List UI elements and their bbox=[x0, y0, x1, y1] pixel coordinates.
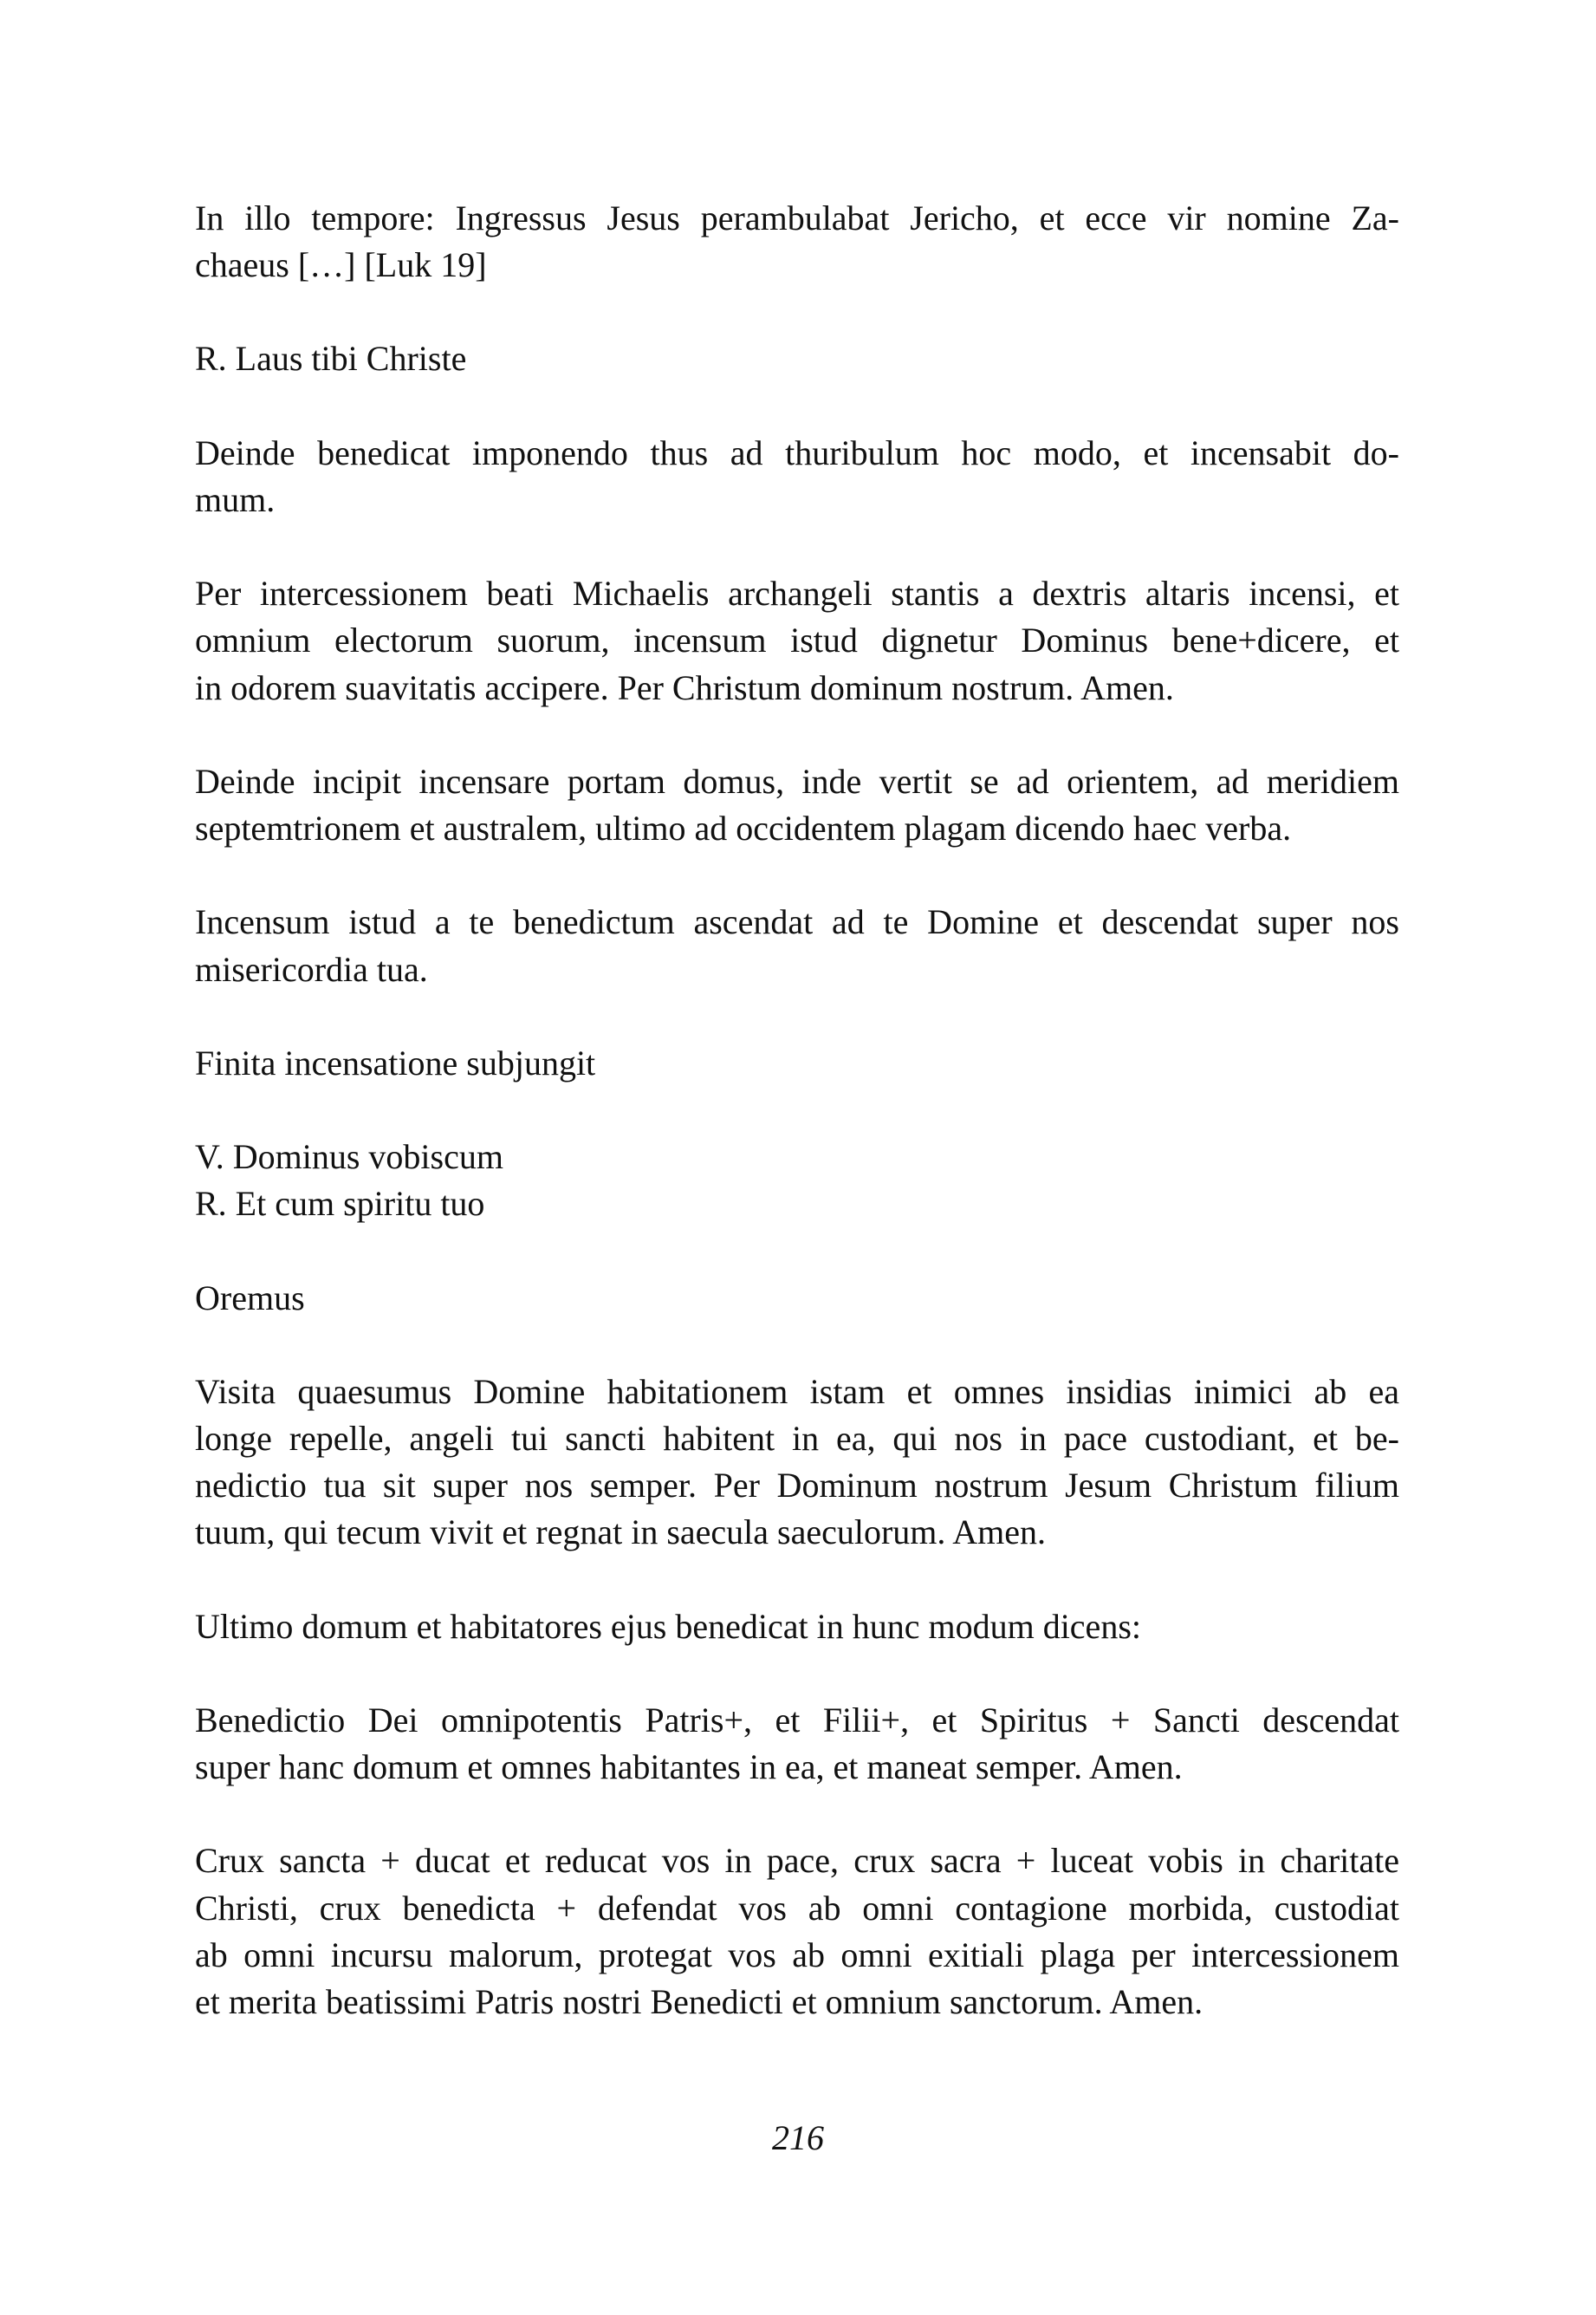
text-line: V. Dominus vobiscum bbox=[195, 1137, 503, 1177]
text-line: In illo tempore: Ingressus Jesus perambulabat Jericho, et ecce vir nomine Za- bbox=[195, 198, 1399, 237]
text-line: Benedictio Dei omnipotentis Patris+, et Filii+, et Spiritus + Sancti descendat bbox=[195, 1700, 1399, 1740]
paragraph-rubric-directions bbox=[195, 758, 1399, 852]
page-number: 216 bbox=[772, 2118, 824, 2157]
text-line: Finita incensatione subjungit bbox=[195, 1043, 596, 1083]
text-line: omnium electorum suorum, incensum istud dignetur Dominus bene+dicere, et bbox=[195, 621, 1399, 660]
text-line: septemtrionem et australem, ultimo ad occidentem plagam dicendo haec verba. bbox=[195, 809, 1292, 849]
text-line: Deinde benedicat imponendo thus ad thuribulum hoc modo, et incensabit do- bbox=[195, 432, 1399, 472]
text-line: Christi, crux benedicta + defendat vos ab omni contagione morbida, custodiat bbox=[195, 1888, 1399, 1928]
text-line: misericordia tua. bbox=[195, 949, 428, 989]
text-line: nedictio tua sit super nos semper. Per Dominum nostrum Jesum Christum filium bbox=[195, 1466, 1399, 1505]
text-line: Deinde incipit incensare portam domus, inde vertit se ad orientem, ad meridiem bbox=[195, 761, 1399, 801]
paragraph-incensum bbox=[195, 899, 1399, 992]
paragraph-benedictio bbox=[195, 1697, 1399, 1791]
text-line: mum. bbox=[195, 479, 276, 519]
paragraph-crux-sancta bbox=[195, 1837, 1399, 2026]
text-line: Per intercessionem beati Michaelis archangeli stantis a dextris altaris incensi, et bbox=[195, 574, 1399, 614]
text-line: chaeus […] [Luk 19] bbox=[195, 245, 487, 285]
paragraph-rubric-ultimo bbox=[195, 1603, 1399, 1650]
body-text bbox=[195, 195, 1399, 2026]
text-line: ab omni incursu malorum, protegat vos ab omni exitiali plaga per intercessionem bbox=[195, 1935, 1399, 1974]
text-line: R. Laus tibi Christe bbox=[195, 339, 467, 379]
text-line: longe repelle, angeli tui sancti habitent in ea, qui nos in pace custodiant, et be- bbox=[195, 1419, 1399, 1459]
paragraph-versicle-response bbox=[195, 1134, 1399, 1227]
text-line: R. Et cum spiritu tuo bbox=[195, 1184, 485, 1224]
paragraph-oremus bbox=[195, 1275, 1399, 1322]
text-line: Ultimo domum et habitatores ejus benedicat in hunc modum dicens: bbox=[195, 1606, 1141, 1646]
text-line: tuum, qui tecum vivit et regnat in saecula saeculorum. Amen. bbox=[195, 1512, 1046, 1552]
text-line: in odorem suavitatis accipere. Per Christum dominum nostrum. Amen. bbox=[195, 667, 1174, 707]
paragraph-gospel-intro bbox=[195, 195, 1399, 289]
text-line: Crux sancta + ducat et reducat vos in pace, crux sacra + luceat vobis in charitate bbox=[195, 1841, 1399, 1881]
paragraph-rubric-incense bbox=[195, 430, 1399, 523]
paragraph-response bbox=[195, 335, 1399, 382]
text-line: Oremus bbox=[195, 1278, 305, 1317]
text-line: et merita beatissimi Patris nostri Benedicti et omnium sanctorum. Amen. bbox=[195, 1981, 1203, 2021]
paragraph-rubric-finita bbox=[195, 1040, 1399, 1087]
text-line: Incensum istud a te benedictum ascendat ad te Domine et descendat super nos bbox=[195, 902, 1399, 942]
paragraph-prayer-michael bbox=[195, 570, 1399, 711]
text-line: super hanc domum et omnes habitantes in ea, et maneat semper. Amen. bbox=[195, 1747, 1183, 1787]
paragraph-prayer-visita bbox=[195, 1369, 1399, 1557]
text-line: Visita quaesumus Domine habitationem istam et omnes insidias inimici ab ea bbox=[195, 1371, 1399, 1411]
